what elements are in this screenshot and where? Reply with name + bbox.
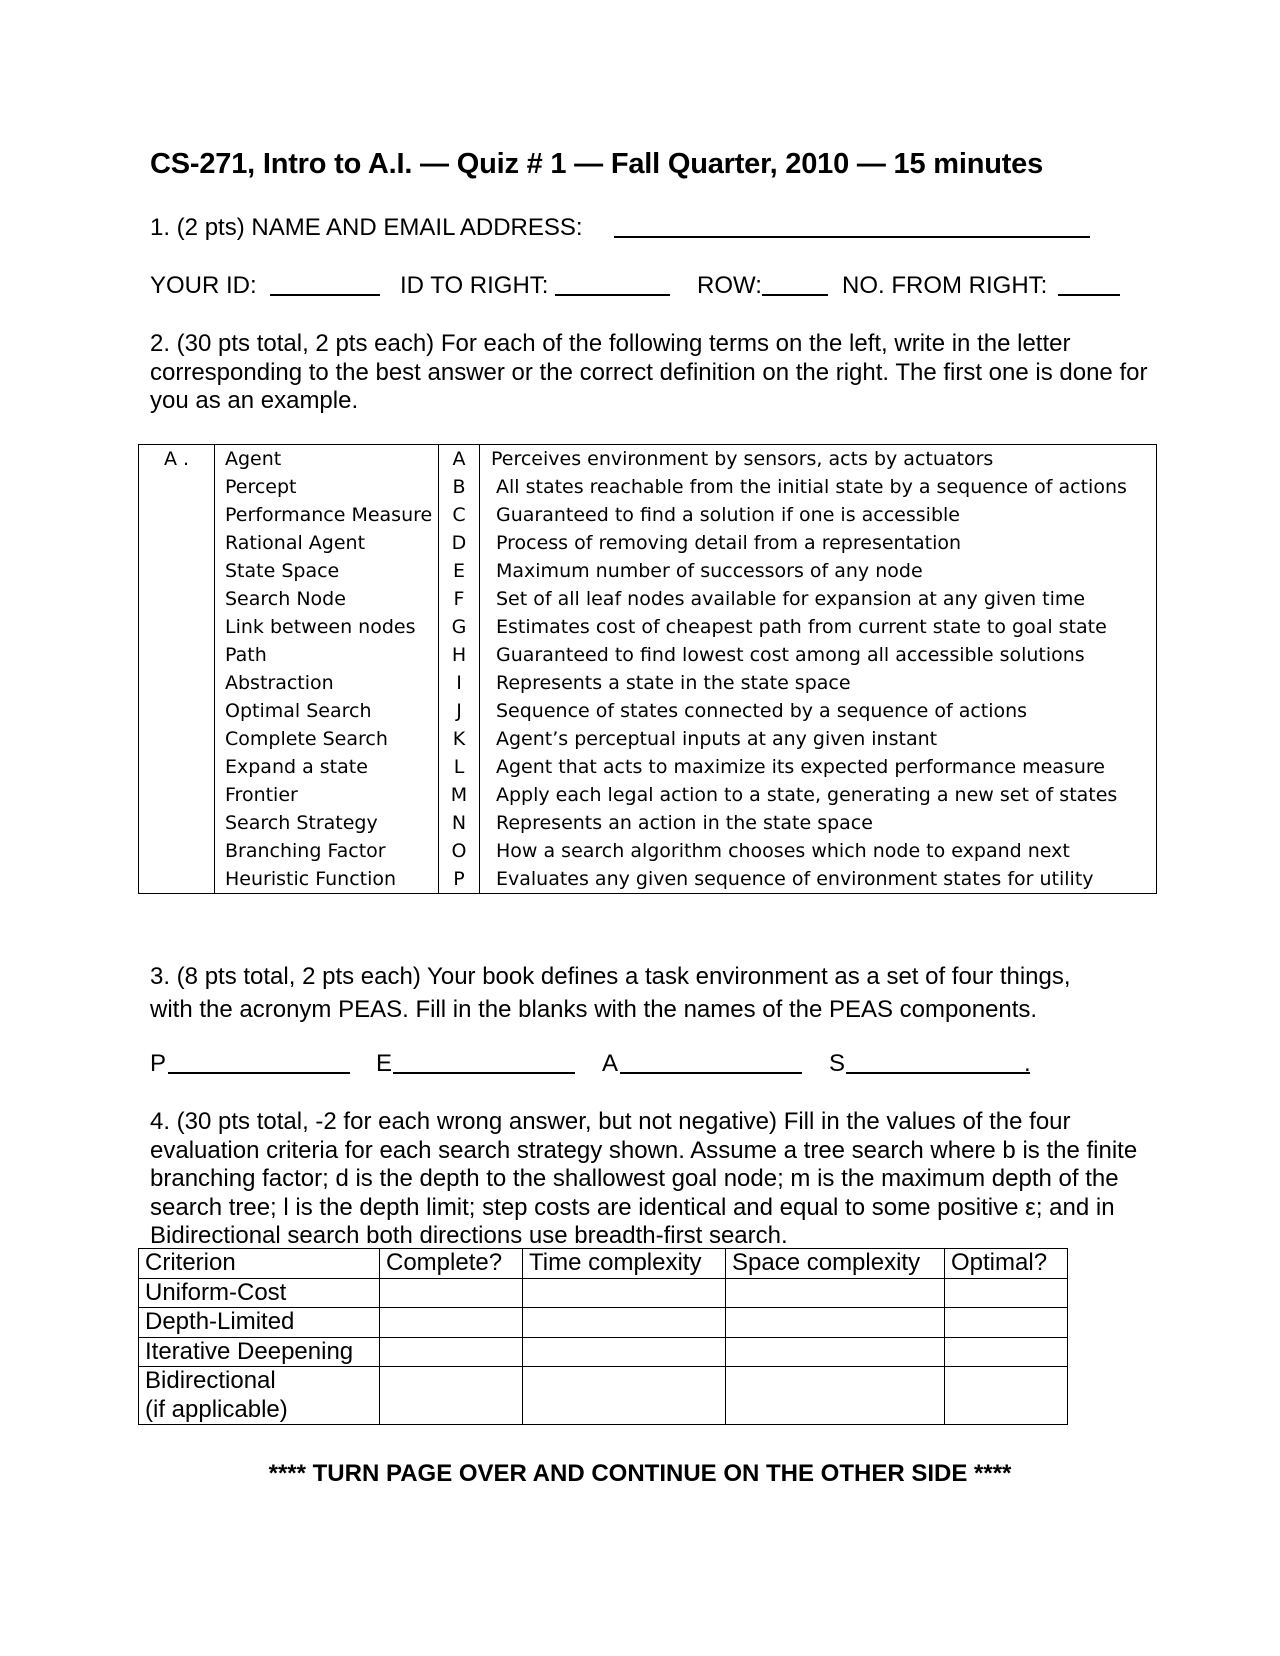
term-cell: Frontier bbox=[215, 781, 439, 809]
term-cell: State Space bbox=[215, 557, 439, 585]
answer-cell[interactable] bbox=[139, 613, 215, 641]
turn-page-notice: **** TURN PAGE OVER AND CONTINUE ON THE OTHER SIDE **** bbox=[268, 1460, 1012, 1487]
answer-cell[interactable] bbox=[523, 1308, 726, 1338]
letter-cell: I bbox=[439, 669, 480, 697]
matching-row bbox=[139, 641, 1157, 669]
strategy-row bbox=[139, 1278, 1068, 1308]
definition-cell: Agent’s perceptual inputs at any given instant bbox=[480, 725, 1157, 753]
peas-period: . bbox=[1024, 1050, 1031, 1077]
q3-instructions-line2: with the acronym PEAS. Fill in the blanks with the names of the PEAS components. bbox=[150, 996, 1038, 1023]
answer-cell[interactable] bbox=[139, 641, 215, 669]
peas-e-label: E bbox=[376, 1050, 393, 1077]
strategy-name-cell bbox=[139, 1308, 380, 1338]
letter-cell: G bbox=[439, 613, 480, 641]
name-email-blank[interactable] bbox=[614, 218, 1090, 238]
term-cell: Path bbox=[215, 641, 439, 669]
definition-cell: Guaranteed to find a solution if one is accessible bbox=[480, 501, 1157, 529]
matching-row bbox=[139, 585, 1157, 613]
matching-row bbox=[139, 529, 1157, 557]
letter-cell: C bbox=[439, 501, 480, 529]
term-cell: Optimal Search bbox=[215, 697, 439, 725]
letter-cell: O bbox=[439, 837, 480, 865]
strategy-row bbox=[139, 1367, 1068, 1425]
term-cell: Agent bbox=[215, 445, 439, 474]
definition-cell: Guaranteed to find lowest cost among all accessible solutions bbox=[480, 641, 1157, 669]
answer-cell[interactable] bbox=[139, 585, 215, 613]
answer-cell[interactable] bbox=[523, 1278, 726, 1308]
answer-cell[interactable]: A . bbox=[139, 445, 215, 474]
strategy-note: (if applicable) bbox=[145, 1395, 288, 1423]
term-cell: Complete Search bbox=[215, 725, 439, 753]
answer-cell[interactable] bbox=[523, 1337, 726, 1367]
answer-cell[interactable] bbox=[139, 781, 215, 809]
answer-cell[interactable] bbox=[726, 1367, 945, 1425]
criteria-header-row bbox=[139, 1249, 1068, 1279]
strategy-name-cell bbox=[139, 1278, 380, 1308]
letter-cell: D bbox=[439, 529, 480, 557]
q1-name-email-label: 1. (2 pts) NAME AND EMAIL ADDRESS: bbox=[150, 214, 583, 241]
letter-cell: E bbox=[439, 557, 480, 585]
letter-cell: K bbox=[439, 725, 480, 753]
matching-row bbox=[139, 445, 1157, 474]
q3-instructions-line1: 3. (8 pts total, 2 pts each) Your book defines a task environment as a set of four things, bbox=[150, 963, 1071, 990]
definition-cell: Agent that acts to maximize its expected performance measure bbox=[480, 753, 1157, 781]
definition-cell: Represents a state in the state space bbox=[480, 669, 1157, 697]
your-id-blank[interactable] bbox=[270, 276, 380, 296]
term-cell: Abstraction bbox=[215, 669, 439, 697]
letter-cell: M bbox=[439, 781, 480, 809]
definition-cell: Estimates cost of cheapest path from current state to goal state bbox=[480, 613, 1157, 641]
answer-cell[interactable] bbox=[139, 725, 215, 753]
peas-p-label: P bbox=[150, 1050, 167, 1077]
term-cell: Search Strategy bbox=[215, 809, 439, 837]
no-from-right-blank[interactable] bbox=[1058, 276, 1120, 296]
row-label: ROW: bbox=[697, 272, 762, 299]
strategy-name-cell bbox=[139, 1337, 380, 1367]
letter-cell: P bbox=[439, 865, 480, 894]
matching-row bbox=[139, 809, 1157, 837]
letter-cell: J bbox=[439, 697, 480, 725]
q2-instructions: 2. (30 pts total, 2 pts each) For each of the following terms on the left, write in the letter corresponding to the best answer or the correct definition on the right. The first one is done for you as an example. bbox=[150, 330, 1148, 415]
answer-cell[interactable] bbox=[139, 697, 215, 725]
strategy-name: Bidirectional bbox=[145, 1367, 276, 1394]
answer-cell[interactable] bbox=[380, 1337, 523, 1367]
matching-row bbox=[139, 725, 1157, 753]
q1-name-email-line bbox=[150, 214, 583, 242]
matching-row bbox=[139, 697, 1157, 725]
matching-row bbox=[139, 501, 1157, 529]
term-cell: Rational Agent bbox=[215, 529, 439, 557]
term-cell: Link between nodes bbox=[215, 613, 439, 641]
term-cell: Percept bbox=[215, 473, 439, 501]
matching-row bbox=[139, 473, 1157, 501]
matching-row bbox=[139, 837, 1157, 865]
letter-cell: A bbox=[439, 445, 480, 474]
matching-row bbox=[139, 865, 1157, 894]
answer-cell[interactable] bbox=[945, 1278, 1068, 1308]
peas-a-label: A bbox=[602, 1050, 619, 1077]
definition-cell: Evaluates any given sequence of environment states for utility bbox=[480, 865, 1157, 894]
answer-cell[interactable] bbox=[139, 557, 215, 585]
answer-cell[interactable] bbox=[945, 1308, 1068, 1338]
term-cell: Expand a state bbox=[215, 753, 439, 781]
term-cell: Branching Factor bbox=[215, 837, 439, 865]
strategy-row bbox=[139, 1308, 1068, 1338]
answer-cell[interactable] bbox=[380, 1367, 523, 1425]
peas-a-blank[interactable] bbox=[620, 1054, 802, 1074]
criteria-header-cell: Complete? bbox=[380, 1249, 523, 1279]
term-cell: Heuristic Function bbox=[215, 865, 439, 894]
matching-row bbox=[139, 781, 1157, 809]
no-from-right-label: NO. FROM RIGHT: bbox=[842, 272, 1048, 299]
definition-cell: Set of all leaf nodes available for expansion at any given time bbox=[480, 585, 1157, 613]
page-title: CS-271, Intro to A.I. — Quiz # 1 — Fall Quarter, 2010 — 15 minutes bbox=[150, 148, 1044, 180]
q4-instructions: 4. (30 pts total, -2 for each wrong answer, but not negative) Fill in the values of the four evaluation criteria for each search strategy shown. Assume a tree search where b is the finite branching factor; d is the depth to the shallowest goal node; m is the maximum depth of the search tree; l is the depth limit; step costs are identical and equal to some positive ε; and in Bidirectional search both directions use breadth-first search. bbox=[150, 1108, 1138, 1250]
criteria-header-cell: Criterion bbox=[139, 1249, 380, 1279]
peas-e-blank[interactable] bbox=[393, 1054, 575, 1074]
strategy-row bbox=[139, 1337, 1068, 1367]
letter-cell: H bbox=[439, 641, 480, 669]
answer-cell[interactable] bbox=[139, 809, 215, 837]
row-blank[interactable] bbox=[762, 276, 828, 296]
strategy-name: Depth-Limited bbox=[145, 1308, 295, 1335]
definition-cell: Sequence of states connected by a sequence of actions bbox=[480, 697, 1157, 725]
definition-cell: How a search algorithm chooses which node to expand next bbox=[480, 837, 1157, 865]
peas-s-label: S bbox=[829, 1050, 846, 1077]
definition-cell: Apply each legal action to a state, generating a new set of states bbox=[480, 781, 1157, 809]
definition-cell: Process of removing detail from a representation bbox=[480, 529, 1157, 557]
q4-criteria-table bbox=[138, 1248, 1068, 1425]
answer-cell[interactable] bbox=[139, 473, 215, 501]
id-to-right-blank[interactable] bbox=[555, 276, 670, 296]
criteria-header-cell: Optimal? bbox=[945, 1249, 1068, 1279]
id-to-right-label: ID TO RIGHT: bbox=[400, 272, 549, 299]
definition-cell: Perceives environment by sensors, acts by actuators bbox=[480, 445, 1157, 474]
strategy-name: Iterative Deepening bbox=[145, 1337, 354, 1365]
answer-cell[interactable] bbox=[726, 1308, 945, 1338]
answer-cell[interactable] bbox=[139, 669, 215, 697]
answer-cell[interactable] bbox=[945, 1337, 1068, 1367]
letter-cell: N bbox=[439, 809, 480, 837]
answer-cell[interactable] bbox=[726, 1278, 945, 1308]
criteria-header-cell: Time complexity bbox=[523, 1249, 726, 1279]
matching-row bbox=[139, 669, 1157, 697]
term-cell: Performance Measure bbox=[215, 501, 439, 529]
criteria-header-cell: Space complexity bbox=[726, 1249, 945, 1279]
letter-cell: B bbox=[439, 473, 480, 501]
definition-cell: Represents an action in the state space bbox=[480, 809, 1157, 837]
answer-cell[interactable] bbox=[380, 1278, 523, 1308]
answer-cell[interactable] bbox=[726, 1337, 945, 1367]
peas-p-blank[interactable] bbox=[168, 1054, 350, 1074]
answer-cell[interactable] bbox=[945, 1367, 1068, 1425]
answer-cell[interactable] bbox=[523, 1367, 726, 1425]
matching-row bbox=[139, 557, 1157, 585]
strategy-name-cell bbox=[139, 1367, 380, 1425]
definition-cell: Maximum number of successors of any node bbox=[480, 557, 1157, 585]
answer-cell[interactable] bbox=[139, 865, 215, 894]
answer-cell[interactable] bbox=[380, 1308, 523, 1338]
your-id-label: YOUR ID: bbox=[150, 272, 257, 299]
peas-s-blank[interactable] bbox=[846, 1054, 1030, 1074]
answer-cell[interactable] bbox=[139, 837, 215, 865]
strategy-name: Uniform-Cost bbox=[145, 1278, 287, 1306]
letter-cell: L bbox=[439, 753, 480, 781]
letter-cell: F bbox=[439, 585, 480, 613]
answer-cell[interactable] bbox=[139, 529, 215, 557]
answer-cell[interactable] bbox=[139, 501, 215, 529]
matching-row bbox=[139, 613, 1157, 641]
q2-matching-table bbox=[138, 444, 1157, 894]
answer-cell[interactable] bbox=[139, 753, 215, 781]
term-cell: Search Node bbox=[215, 585, 439, 613]
matching-row bbox=[139, 753, 1157, 781]
definition-cell: All states reachable from the initial state by a sequence of actions bbox=[480, 473, 1157, 501]
